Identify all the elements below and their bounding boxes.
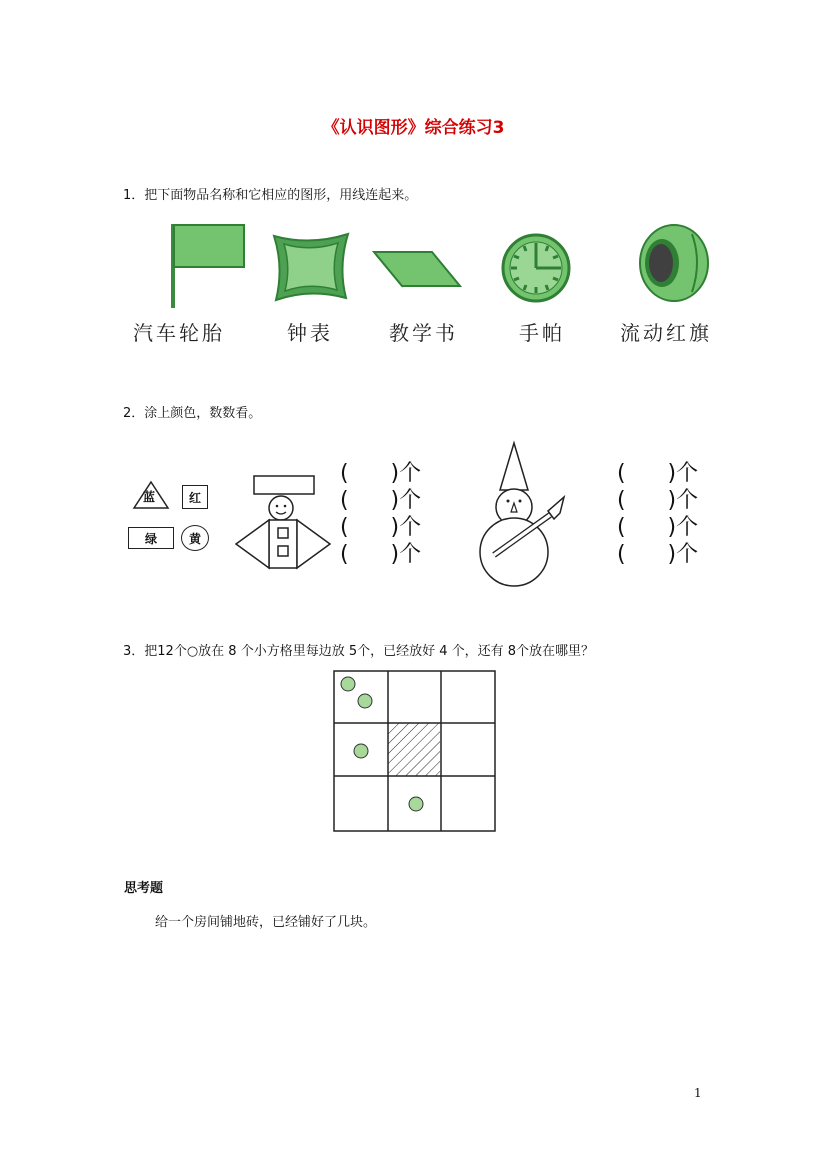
- count-row: ( )个: [617, 461, 699, 486]
- count-row: ( )个: [617, 488, 699, 513]
- count-row: ( )个: [340, 515, 422, 540]
- label-handkerchief: 手帕: [519, 321, 565, 345]
- page-number: 1: [694, 1086, 702, 1100]
- count-row: ( )个: [340, 488, 422, 513]
- question-2-prompt: 2．涂上颜色，数数看。: [123, 406, 262, 421]
- count-row: ( )个: [617, 515, 699, 540]
- label-clock: 钟表: [287, 321, 333, 345]
- count-row: ( )个: [340, 461, 422, 486]
- handkerchief-image: [270, 232, 354, 302]
- color-label-blue: 蓝: [143, 490, 156, 504]
- page-title: 《认识图形》综合练习3: [322, 118, 505, 138]
- color-label-green: 绿: [128, 527, 174, 549]
- label-tire: 汽车轮胎: [133, 321, 225, 345]
- question-1-prompt: 1．把下面物品名称和它相应的图形，用线连起来。: [123, 188, 418, 203]
- count-row: ( )个: [340, 542, 422, 567]
- question-3-prompt: 3．把12个○放在 8 个小方格里每边放 5个，已经放好 4 个，还有 8个放在哪里？: [123, 644, 595, 659]
- book-image: [370, 248, 465, 290]
- tire-image: [636, 222, 712, 304]
- label-flag: 流动红旗: [620, 321, 712, 345]
- grid-figure: [333, 670, 497, 832]
- robot-figure: [234, 474, 334, 574]
- flag-image: [168, 222, 250, 310]
- count-row: ( )个: [617, 542, 699, 567]
- label-book: 教学书: [389, 321, 458, 345]
- thinking-text: 给一个房间铺地砖，已经铺好了几块。: [155, 915, 377, 930]
- clock-image: [500, 232, 572, 304]
- snowman-figure: [476, 441, 576, 586]
- color-label-yellow: 黄: [181, 525, 209, 551]
- thinking-heading: 思考题: [124, 881, 164, 896]
- color-label-red: 红: [182, 485, 208, 509]
